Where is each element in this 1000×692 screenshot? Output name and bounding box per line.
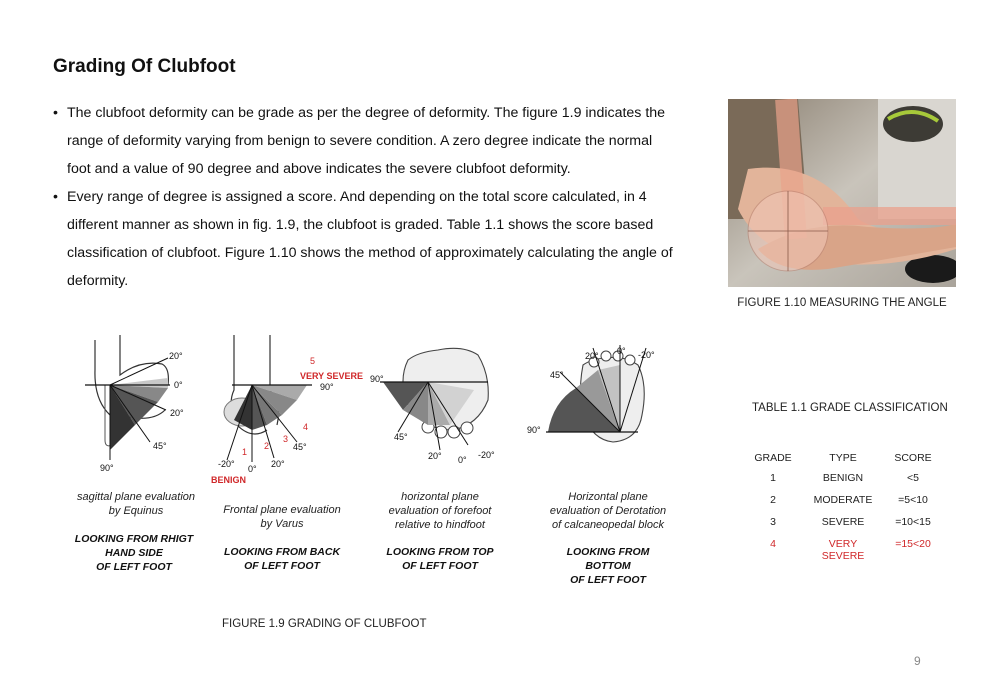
table-header-row [738, 447, 948, 469]
label-0: 0° [617, 346, 626, 356]
grade-4-label: 4 [303, 422, 309, 432]
cell-score: =15<20 [895, 538, 931, 550]
grade-5-label: 5 [310, 356, 316, 366]
diagram-frontal [212, 330, 322, 480]
table-title: TABLE 1.1 GRADE CLASSIFICATION [752, 402, 948, 414]
cell-type: VERY SEVERE [821, 538, 865, 562]
bullet-list [53, 99, 673, 295]
view-line: OF LEFT FOOT [96, 561, 172, 573]
view-label [540, 545, 676, 587]
label-0: 0° [248, 464, 257, 474]
view-line: LOOKING FROM TOP [386, 546, 494, 558]
label-45: 45° [394, 432, 408, 442]
label-20: 20° [428, 451, 442, 461]
table-row [738, 469, 948, 491]
label-minus20: -20° [478, 450, 495, 460]
grade-table [738, 447, 948, 562]
label-0: 0° [174, 380, 183, 390]
label-90: 90° [100, 463, 114, 473]
header-score: SCORE [894, 452, 932, 464]
label-minus20: -20° [218, 459, 235, 469]
diagram-caption: Frontal plane evaluation by Varus [223, 504, 341, 530]
label-90: 90° [527, 425, 541, 435]
header-type: TYPE [829, 452, 857, 464]
cell-grade: 4 [770, 538, 776, 550]
page-number: 9 [914, 654, 921, 668]
label-90: 90° [320, 382, 334, 392]
view-line: LOOKING FROM BACK [223, 546, 341, 558]
grade-3-label: 3 [283, 434, 289, 444]
label-0: 0° [458, 455, 467, 465]
label-45: 45° [153, 441, 167, 451]
diagram-caption: Horizontal plane evaluation of Derotation of calcaneopedal block [549, 491, 667, 531]
diagram-caption: sagittal plane evaluation by Equinus [76, 491, 196, 517]
label-90: 90° [370, 374, 384, 384]
view-line: LOOKING FROM [566, 546, 650, 558]
header-grade: GRADE [754, 452, 792, 464]
measuring-photo [728, 99, 956, 287]
cell-type: MODERATE [813, 494, 873, 506]
label-20: 20° [585, 351, 599, 361]
label-20-top: 20° [169, 351, 183, 361]
bullet-text: The clubfoot deformity can be grade as per the degree of deformity. The figure 1.9 indicates the range of deformity varying from benign to severe condition. A zero degree indicate the normal foot and a value of 90 degree and above indicates the severe clubfoot deformity. [67, 105, 666, 177]
bullet-text: Every range of degree is assigned a score. And depending on the total score calculated, in 4 different manner as shown in fig. 1.9, the clubfoot is graded. Table 1.1 shows the score based classification of clubfoot. Figure 1.10 shows the method of approximately calculating the angle of deformity. [67, 189, 673, 289]
cell-type: BENIGN [822, 472, 864, 484]
grade-1-label: 1 [242, 447, 248, 457]
label-minus20: -20° [638, 350, 655, 360]
grade-2-label: 2 [264, 441, 270, 451]
table-row [738, 491, 948, 513]
benign-label: BENIGN [211, 475, 247, 485]
cell-grade: 3 [770, 516, 776, 528]
label-20-bottom: 20° [170, 408, 184, 418]
table-row [738, 535, 948, 562]
table-row [738, 513, 948, 535]
diagram-caption: horizontal plane evaluation of forefoot relative to hindfoot [388, 491, 492, 531]
view-line: OF LEFT FOOT [570, 574, 646, 586]
cell-grade: 2 [770, 494, 776, 506]
cell-grade: 1 [770, 472, 776, 484]
view-line: OF LEFT FOOT [244, 560, 320, 572]
view-line: HAND SIDE [105, 547, 163, 559]
cell-score: <5 [907, 472, 919, 484]
cell-score: =10<15 [895, 516, 931, 528]
view-line: BOTTOM [585, 560, 631, 572]
view-label [66, 532, 202, 574]
page-title: Grading Of Clubfoot [53, 56, 236, 77]
photo-caption: FIGURE 1.10 MEASURING THE ANGLE [737, 297, 947, 309]
label-45: 45° [550, 370, 564, 380]
bullet-item: • Every range of degree is assigned a score. And depending on the total score calculated, in 4 different manner as shown in fig. 1.9, the clubfoot is graded. Table 1.1 shows the score based classification of clubfoot. Figure 1.10 shows the method of approximately calculating the angle of deformity. [53, 189, 673, 289]
view-line: OF LEFT FOOT [402, 560, 478, 572]
view-line: LOOKING FROM RHIGT [74, 533, 194, 545]
view-label [214, 545, 350, 573]
very-severe-label: VERY SEVERE [300, 371, 364, 381]
label-20: 20° [271, 459, 285, 469]
figure-caption: FIGURE 1.9 GRADING OF CLUBFOOT [222, 618, 427, 630]
view-label [372, 545, 508, 573]
cell-type: SEVERE [821, 516, 865, 528]
label-45: 45° [293, 442, 307, 452]
cell-score: =5<10 [898, 494, 928, 506]
bullet-item: • The clubfoot deformity can be grade as per the degree of deformity. The figure 1.9 indicates the range of deformity varying from benign to severe condition. A zero degree indicate the normal foot and a value of 90 degree and above indicates the severe clubfoot deformity. [53, 105, 666, 177]
